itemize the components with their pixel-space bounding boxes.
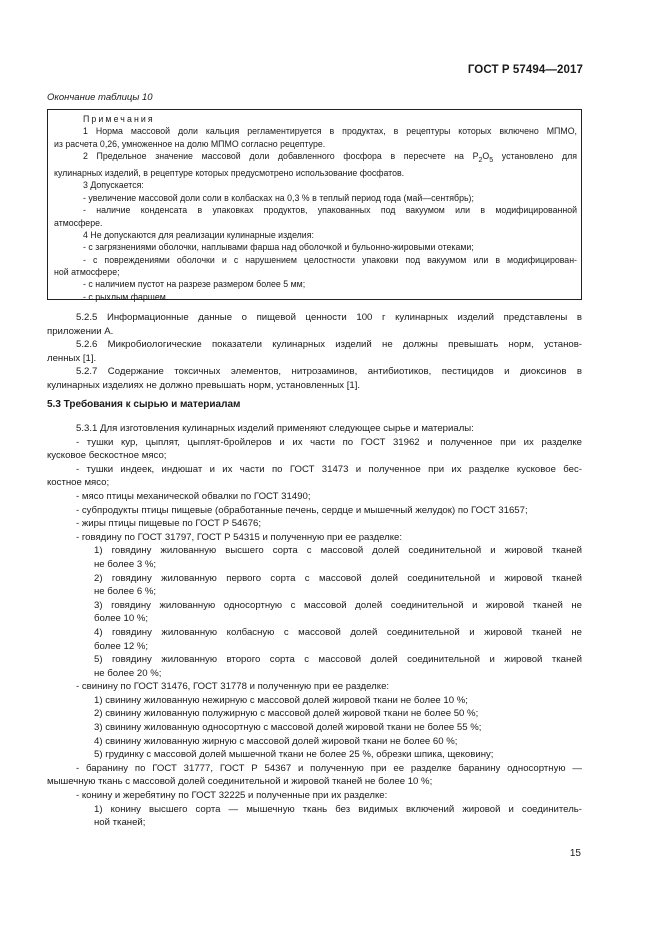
para-5-2-6-line-1: 5.2.6 Микробиологические показатели кулинарных изделий не должны превышать норм, установ- xyxy=(76,339,582,351)
pork-grade-2: 2) свинину жилованную полужирную с массовой долей жировой ткани не более 50 %; xyxy=(94,708,479,720)
horse-grade-1-line-1: 1) конину высшего сорта — мышечную ткань без видимых включений жировой и соединитель- xyxy=(94,803,582,815)
note-3-item-2-line-1: - наличие конденсата в упаковках продуктов, упакованных под вакуумом или в модифицированной xyxy=(83,205,577,216)
note-2-text: 2 Предельное значение массовой доли добавленного фосфора в пересчете на P xyxy=(83,151,479,162)
pork-grade-5: 5) грудинку с массовой долей мышечной ткани не более 25 %, обрезки шпика, щековину; xyxy=(94,749,494,761)
beef-grade-5-line-2: не более 20 %; xyxy=(94,667,162,679)
para-5-2-6-line-2: ленных [1]. xyxy=(47,352,97,364)
beef-grade-1-line-1: 1) говядину жилованную высшего сорта с массовой долей соединительной и жировой тканей xyxy=(94,545,582,557)
item-chicken-line-2: кусковое бескостное мясо; xyxy=(47,450,167,462)
table-notes-box xyxy=(47,109,582,300)
note-1-line-1: 1 Норма массовой доли кальция регламентируется в продуктах, в рецептуры которых включено МПМО, xyxy=(83,126,577,137)
item-mechanical-meat: - мясо птицы механической обвалки по ГОСТ 31490; xyxy=(76,490,311,502)
note-2-oxygen: O xyxy=(482,151,490,162)
beef-grade-4-line-2: более 12 %; xyxy=(94,640,149,652)
section-5-3-heading: 5.3 Требования к сырью и материалам xyxy=(47,399,241,410)
para-5-2-7-line-1: 5.2.7 Содержание токсичных элементов, нитрозаминов, антибиотиков, пестицидов и диоксинов в xyxy=(76,366,582,378)
pork-grade-4: 4) свинину жилованную жирную с массовой долей жировой ткани не более 60 %; xyxy=(94,735,458,747)
note-2-line-2: кулинарных изделий, в рецептуре которых предусмотрено использование фосфатов. xyxy=(54,168,405,179)
section-5-3-body xyxy=(47,422,582,830)
item-beef: - говядину по ГОСТ 31797, ГОСТ Р 54315 и полученную при ее разделке: xyxy=(76,531,402,543)
note-3-item-1: - увеличение массовой доли соли в колбасках на 0,3 % в теплый период года (май—сентябрь); xyxy=(83,192,474,203)
page-number: 15 xyxy=(569,848,581,859)
para-5-3-1: 5.3.1 Для изготовления кулинарных изделий применяют следующее сырье и материалы: xyxy=(76,423,474,434)
item-pork: - свинину по ГОСТ 31476, ГОСТ 31778 и полученную при ее разделке: xyxy=(76,681,390,693)
beef-grade-2-line-1: 2) говядину жилованную первого сорта с массовой долей соединительной и жировой тканей xyxy=(94,572,582,584)
note-4-item-3: - с наличием пустот на разрезе размером более 5 мм; xyxy=(83,279,306,290)
note-1-line-2: из расчета 0,26, умноженное на долю МПМО согласно рецептуре. xyxy=(54,138,326,149)
note-4-item-2-line-1: - с повреждениями оболочки и с нарушением целостности упаковки под вакуумом или в модифицирован- xyxy=(83,254,577,265)
note-3: 3 Допускается: xyxy=(83,180,144,191)
pork-grade-3: 3) свинину жилованную односортную с массовой долей жировой ткани не более 55 %; xyxy=(94,722,482,734)
note-4-item-4: - с рыхлым фаршем. xyxy=(83,291,169,302)
beef-grade-4-line-1: 4) говядину жилованную колбасную с массовой долей соединительной и жировой тканей не xyxy=(94,626,582,638)
note-2-text-end: установлено для xyxy=(493,151,577,162)
section-5-2-paragraphs xyxy=(47,311,582,393)
note-2-line-1 xyxy=(54,150,577,167)
beef-grade-1-line-2: не более 3 %; xyxy=(94,558,157,570)
item-horse-meat: - конину и жеребятину по ГОСТ 32225 и полученные при их разделке: xyxy=(76,790,388,802)
item-chicken-line-1: - тушки кур, цыплят, цыплят-бройлеров и их части по ГОСТ 31962 и полученное при их разделке xyxy=(76,436,582,448)
item-turkey-line-1: - тушки индеек, индюшат и их части по ГОСТ 31473 и полученное при их разделке кусковое бес- xyxy=(76,463,582,475)
note-3-item-2-line-2: атмосфере. xyxy=(54,217,103,228)
notes-title: Примечания xyxy=(83,114,155,124)
item-mutton-line-1: - баранину по ГОСТ 31777, ГОСТ Р 54367 и полученную при ее разделке баранину односортную — xyxy=(76,762,582,774)
subscript-5: 5 xyxy=(489,156,494,164)
pork-grade-1: 1) свинину жилованную нежирную с массовой долей жировой ткани не более 10 %; xyxy=(94,694,468,706)
subscript-2: 2 xyxy=(478,156,483,164)
item-offal: - субпродукты птицы пищевые (обработанные печень, сердце и мышечный желудок) по ГОСТ 31657; xyxy=(76,504,528,516)
item-turkey-line-2: костное мясо; xyxy=(47,477,110,489)
horse-grade-1-line-2: ной тканей; xyxy=(94,817,146,829)
item-poultry-fat: - жиры птицы пищевые по ГОСТ Р 54676; xyxy=(76,518,262,530)
document-code: ГОСТ Р 57494—2017 xyxy=(467,64,583,76)
item-mutton-line-2: мышечную ткань с массовой долей соединительной и жировой тканей не более 10 %; xyxy=(47,776,433,788)
beef-grade-3-line-2: более 10 %; xyxy=(94,613,149,625)
note-4-item-2-line-2: ной атмосфере; xyxy=(54,266,120,277)
beef-grade-5-line-1: 5) говядину жилованную второго сорта с массовой долей соединительной и жировой тканей xyxy=(94,654,582,666)
note-4: 4 Не допускаются для реализации кулинарные изделия: xyxy=(83,229,314,240)
beef-grade-2-line-2: не более 6 %; xyxy=(94,586,157,598)
para-5-2-7-line-2: кулинарных изделиях не должно превышать норм, установленных [1]. xyxy=(47,379,361,391)
para-5-2-5-line-2: приложении А. xyxy=(47,325,114,337)
beef-grade-3-line-1: 3) говядину жилованную односортную с массовой долей соединительной и жировой тканей не xyxy=(94,599,582,611)
para-5-2-5-line-1: 5.2.5 Информационные данные о пищевой ценности 100 г кулинарных изделий представлены в xyxy=(76,312,582,323)
table-continuation-label: Окончание таблицы 10 xyxy=(47,92,153,103)
note-4-item-1: - с загрязнениями оболочки, наплывами фарша над оболочкой и бульонно-жировыми отеками; xyxy=(83,242,474,253)
